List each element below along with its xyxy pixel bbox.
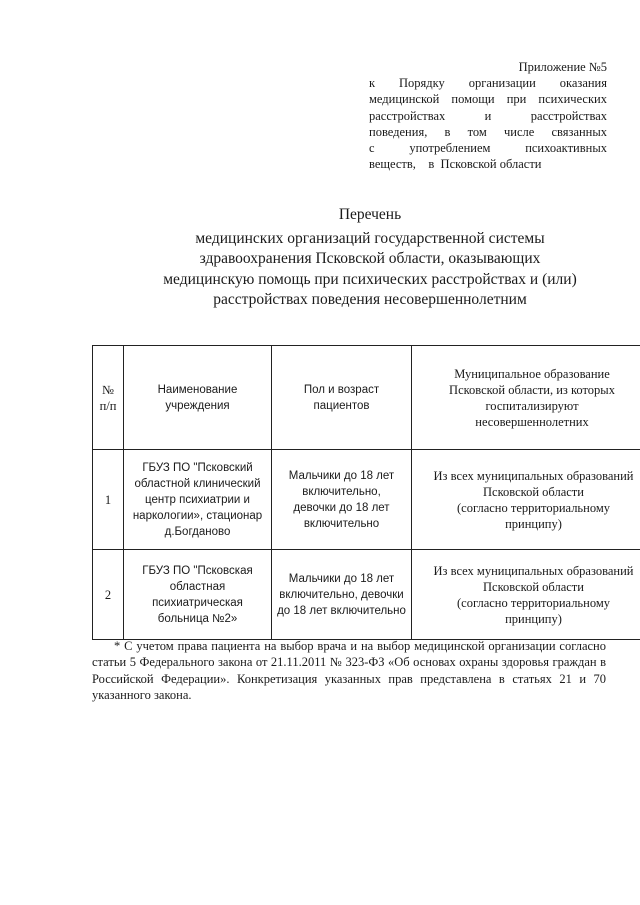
heading-subtitle-line: медицинских организаций государственной системы <box>195 230 545 248</box>
cell-name: ГБУЗ ПО "Псковская областная психиатрическая больница №2» <box>124 550 272 640</box>
heading-title: Перечень <box>338 206 402 223</box>
cell-num: 2 <box>93 550 124 640</box>
table-row <box>93 450 640 550</box>
appendix-title: Приложение №5 <box>518 60 607 74</box>
cell-municipality: Из всех муниципальных образований Псковской области (согласно территориальному принципу) <box>412 550 640 640</box>
heading-subtitle-line: здравоохранения Псковской области, оказывающих <box>199 250 541 268</box>
header-sex-age: Пол и возраст пациентов <box>272 346 412 450</box>
footnote <box>92 638 606 704</box>
organizations-table <box>92 345 640 640</box>
table-row <box>93 550 640 640</box>
appendix-line: веществ, в Псковской области <box>369 157 542 172</box>
appendix-line: расстройствах и расстройствах <box>369 108 608 123</box>
appendix-line: с употреблением психоактивных <box>369 141 607 156</box>
cell-name: ГБУЗ ПО "Псковский областной клинический центр психиатрии и наркологии», стационар д.Богданово <box>124 450 272 550</box>
footnote-text: * С учетом права пациента на выбор врача и на выбор медицинской организации согласно статьи 5 Федерального закона от 21.11.2011 № 323-ФЗ «Об основах охраны здоровья граждан в Российской Федерации». Конкретизация указанных прав представлена в статьях 21 и 70 указанного закона. <box>92 639 606 703</box>
cell-sex-age: Мальчики до 18 лет включительно, девочки до 18 лет включительно <box>272 550 412 640</box>
appendix-reference <box>369 59 607 172</box>
heading-subtitle-line: медицинскую помощь при психических расстройствах и (или) <box>163 270 577 288</box>
appendix-line: поведения, в том числе связанных <box>369 124 608 139</box>
cell-num: 1 <box>93 450 124 550</box>
appendix-line: медицинской помощи при психических <box>369 92 607 107</box>
document-heading <box>150 205 590 310</box>
heading-subtitle-line: расстройствах поведения несовершеннолетним <box>213 290 527 308</box>
table-header-row <box>93 346 640 450</box>
header-num: № п/п <box>93 346 124 450</box>
cell-municipality: Из всех муниципальных образований Псковской области (согласно территориальному принципу) <box>412 450 640 550</box>
header-name: Наименование учреждения <box>124 346 272 450</box>
cell-sex-age: Мальчики до 18 лет включительно, девочки до 18 лет включительно <box>272 450 412 550</box>
appendix-line: к Порядку организации оказания <box>369 76 607 91</box>
header-municipality: Муниципальное образование Псковской области, из которых госпитализируют несовершеннолетних <box>412 346 640 450</box>
